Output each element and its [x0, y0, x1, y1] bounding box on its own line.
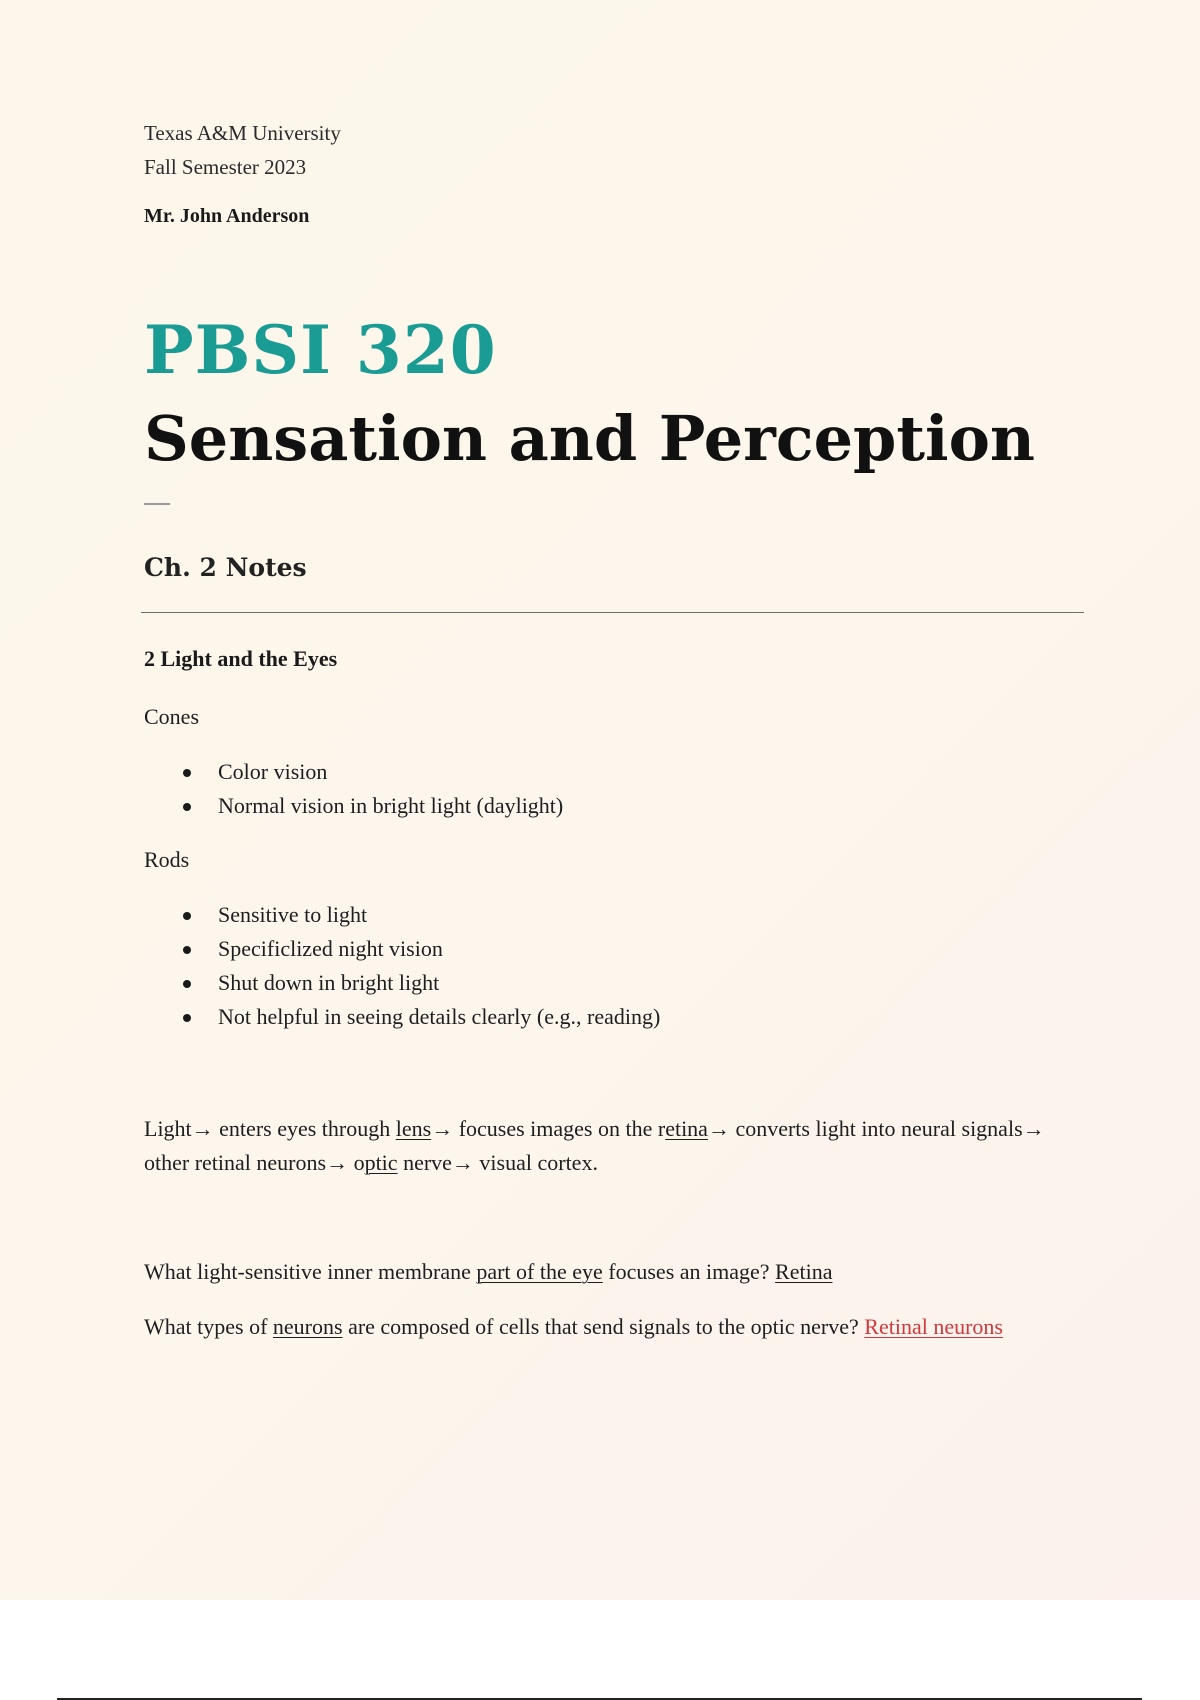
question-text: What light-sensitive inner membrane — [144, 1259, 477, 1284]
arrow-icon: → — [326, 1150, 349, 1175]
question-answer: Retina — [775, 1259, 833, 1284]
underlined-text: part of the eye — [476, 1259, 603, 1284]
flow-text: nerve — [397, 1150, 452, 1175]
underlined-text: ptic — [364, 1150, 398, 1175]
question-1 — [144, 1255, 1084, 1289]
flow-text: converts light into neural signals — [729, 1116, 1023, 1141]
course-code: PBSI 320 — [144, 311, 497, 389]
question-2 — [144, 1310, 1084, 1344]
flow-text: Light — [144, 1116, 192, 1141]
flow-text: o — [353, 1150, 365, 1175]
underlined-text: ens — [401, 1116, 432, 1141]
institution-name: Texas A&M University — [144, 121, 341, 145]
list-item: Color vision — [218, 755, 563, 789]
underlined-text: l — [395, 1116, 402, 1141]
group-label-rods: Rods — [144, 847, 190, 872]
list-item: Specificlized night vision — [218, 932, 660, 966]
arrow-icon: → — [191, 1116, 214, 1141]
semester-label: Fall Semester 2023 — [144, 155, 307, 179]
question-text: focuses an image? — [602, 1259, 776, 1284]
list-item: Not helpful in seeing details clearly (e.g., reading) — [218, 1000, 660, 1034]
flow-text: focuses images on the — [453, 1116, 658, 1141]
list-item: Sensitive to light — [218, 898, 660, 932]
chapter-title: Ch. 2 Notes — [144, 553, 307, 582]
list-item: Shut down in bright light — [218, 966, 660, 1000]
underlined-text: neurons — [272, 1314, 343, 1339]
title-dash-divider — [144, 503, 170, 505]
flow-text: other retinal neurons — [144, 1150, 327, 1175]
flow-text: r — [657, 1116, 666, 1141]
flow-text: visual cortex. — [473, 1150, 598, 1175]
group-label-cones: Cones — [144, 704, 199, 729]
list-item: Normal vision in bright light (daylight) — [218, 789, 563, 823]
arrow-icon: → — [1022, 1116, 1045, 1141]
arrow-icon: → — [707, 1116, 730, 1141]
light-pathway-paragraph — [144, 1112, 1084, 1180]
cones-list — [144, 755, 563, 823]
question-answer-highlighted: Retinal neurons — [864, 1314, 1003, 1339]
question-text: are composed of cells that send signals to the optic nerve? — [342, 1314, 865, 1339]
flow-text: enters eyes through — [213, 1116, 396, 1141]
question-text: What types of — [144, 1314, 273, 1339]
instructor-name: Mr. John Anderson — [144, 205, 310, 227]
header-divider — [141, 612, 1084, 613]
document-meta — [144, 116, 341, 184]
arrow-icon: → — [431, 1116, 454, 1141]
underlined-text: etina — [665, 1116, 708, 1141]
section-heading: 2 Light and the Eyes — [144, 646, 338, 671]
arrow-icon: → — [451, 1150, 474, 1175]
rods-list — [144, 898, 660, 1034]
course-title: Sensation and Perception — [144, 402, 1036, 475]
